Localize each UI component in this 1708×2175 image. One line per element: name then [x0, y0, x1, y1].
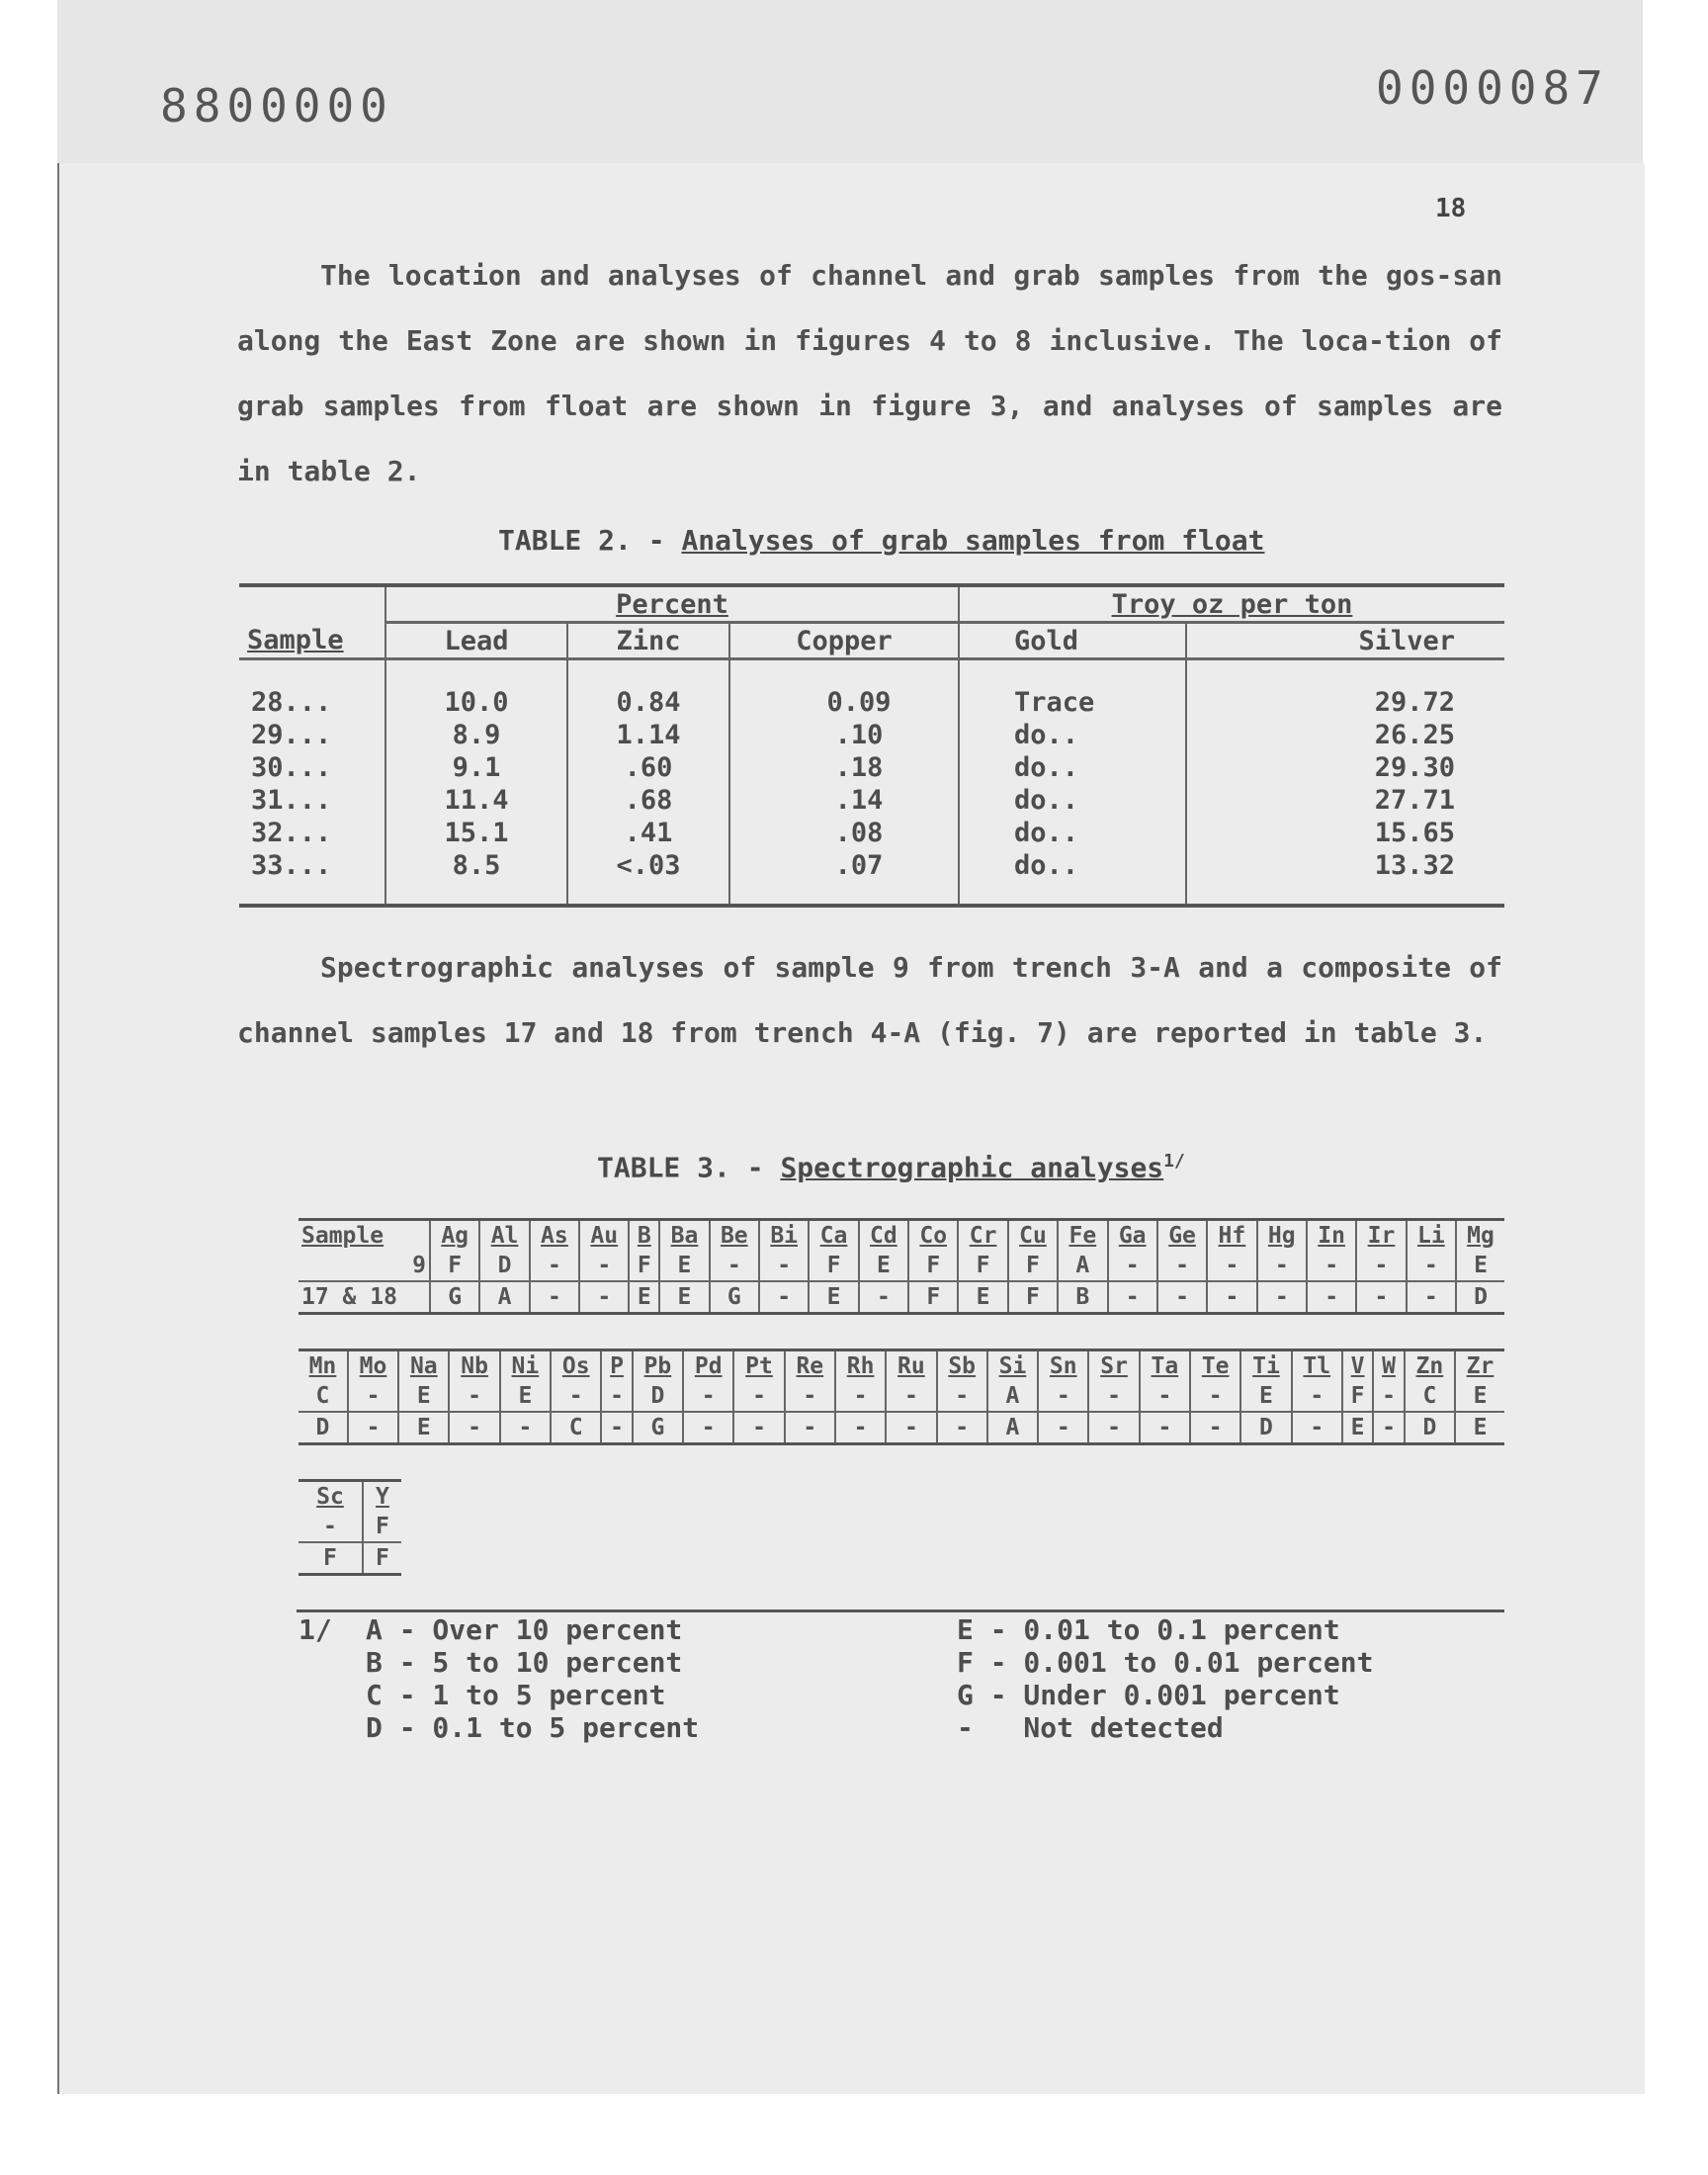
footnote-legend-item: B - 5 to 10 percent: [366, 1646, 683, 1679]
table3-cell: E: [958, 1281, 1007, 1314]
table2-cell: <.03: [567, 849, 729, 906]
table2-row: [239, 751, 1504, 784]
table3-cell: Ga: [1108, 1220, 1157, 1252]
table2-cell: .18: [729, 751, 959, 784]
table3-cell: Sb: [937, 1350, 987, 1382]
table2-cell: 26.25: [1186, 719, 1504, 751]
table3-cell: Ti: [1240, 1350, 1291, 1382]
table3-cell: Fe: [1058, 1220, 1107, 1252]
table3-cell: F: [1008, 1251, 1058, 1281]
table3-header: [299, 1350, 1504, 1382]
table2-cell: 9.1: [385, 751, 567, 784]
table3-cell: -: [683, 1381, 733, 1412]
table3-cell: D: [479, 1251, 529, 1281]
table3-cell: A: [987, 1412, 1038, 1444]
table2-cell: 28...: [251, 687, 332, 718]
page-number: 18: [1435, 194, 1467, 223]
table3-caption: [597, 1151, 1185, 1183]
table3-cell: -: [601, 1381, 632, 1412]
table3-cell: F: [809, 1251, 858, 1281]
table3-cell: -: [785, 1412, 835, 1444]
table2-row: [239, 719, 1504, 751]
table3-caption-prefix: TABLE 3. -: [597, 1151, 781, 1184]
table3-cell: E: [398, 1381, 449, 1412]
col-header-copper: Copper: [729, 623, 959, 659]
table3-cell: Hg: [1257, 1220, 1307, 1252]
table2-cell: do..: [959, 817, 1186, 849]
table3-cell: A: [1058, 1251, 1107, 1281]
table3-cell: F: [363, 1512, 401, 1542]
table3-cell: C: [551, 1412, 601, 1444]
table3-cell: G: [710, 1281, 759, 1314]
table2-cell: 27.71: [1186, 784, 1504, 817]
table3-cell: C: [1405, 1381, 1455, 1412]
table3-cell: -: [1108, 1251, 1157, 1281]
table3-cell: Sc: [316, 1484, 344, 1510]
table2-cell: 10.0: [385, 686, 567, 719]
table3-cell: F: [1342, 1381, 1373, 1412]
table3-header: [299, 1481, 401, 1513]
table3-cell: D: [1405, 1412, 1455, 1444]
footnote-rule: [297, 1610, 1504, 1612]
table2-cell: 29...: [251, 720, 332, 750]
document-number-left: 8800000: [160, 79, 393, 132]
table2-row: [239, 849, 1504, 906]
table3-cell: -: [1088, 1412, 1139, 1444]
table3-cell: -: [1207, 1251, 1256, 1281]
table3-cell: Al: [479, 1220, 529, 1252]
footnote-legend-item: G - Under 0.001 percent: [957, 1679, 1340, 1711]
table2-caption-prefix: TABLE 2. -: [498, 524, 682, 557]
table3-block1: [299, 1218, 1504, 1315]
table2-cell: 8.5: [385, 849, 567, 906]
table3-cell: As: [530, 1220, 579, 1252]
table3-cell: Re: [785, 1350, 835, 1382]
table3-cell: -: [759, 1281, 809, 1314]
table3-cell: -: [551, 1381, 601, 1412]
table3-cell: Ir: [1356, 1220, 1406, 1252]
table3-cell: E: [1342, 1412, 1373, 1444]
table3-cell: -: [733, 1412, 784, 1444]
table3-caption-note: 1/: [1163, 1151, 1185, 1172]
table3-cell: -: [710, 1251, 759, 1281]
table3-cell: E: [1456, 1251, 1504, 1281]
table3-cell: -: [449, 1412, 499, 1444]
footnote-legend-item: C - 1 to 5 percent: [366, 1679, 666, 1711]
table2-cell: .14: [729, 784, 959, 817]
table3-cell: -: [530, 1281, 579, 1314]
footnote-marker: 1/: [299, 1613, 332, 1646]
table3-cell: Ta: [1140, 1350, 1190, 1382]
table3-cell: -: [579, 1251, 629, 1281]
table2-cell: Trace: [959, 686, 1186, 719]
table2-cell: 15.65: [1186, 817, 1504, 849]
table3-cell: Y: [363, 1481, 401, 1513]
footnote-legend-item: D - 0.1 to 5 percent: [366, 1711, 700, 1744]
table3-cell: -: [601, 1412, 632, 1444]
table3-cell: -: [886, 1381, 936, 1412]
table3-cell: D: [1456, 1281, 1504, 1314]
table3-cell: -: [1292, 1381, 1342, 1412]
table3-cell: -: [886, 1412, 936, 1444]
table2-cell: do..: [959, 751, 1186, 784]
table3-cell: -: [348, 1381, 398, 1412]
table3-cell: Sn: [1038, 1350, 1088, 1382]
table3-cell: -: [1373, 1381, 1404, 1412]
table3-cell: Mn: [308, 1353, 337, 1379]
col-header-lead: Lead: [385, 623, 567, 659]
table3-cell: -: [1407, 1251, 1456, 1281]
table3-row2: [299, 1281, 1504, 1314]
table2-caption-title: Analyses of grab samples from float: [681, 524, 1265, 557]
table3-cell: -: [323, 1514, 337, 1539]
table3-cell: Sample: [301, 1223, 384, 1249]
table3-cell: Cr: [958, 1220, 1007, 1252]
table3-cell: F: [363, 1542, 401, 1575]
table3-cell: F: [958, 1251, 1007, 1281]
table3-cell: Cd: [859, 1220, 908, 1252]
table3-cell: 17 & 18: [299, 1281, 430, 1314]
table2-body: [239, 686, 1504, 906]
table3-cell: D: [299, 1412, 348, 1444]
table3-cell: Ca: [809, 1220, 858, 1252]
table3-cell: Os: [551, 1350, 601, 1382]
table2-cell: 13.32: [1186, 849, 1504, 906]
table3-cell: E: [1455, 1381, 1504, 1412]
table3-cell: E: [809, 1281, 858, 1314]
table3-cell: Li: [1407, 1220, 1456, 1252]
table2-cell: .07: [729, 849, 959, 906]
table3-cell: F: [430, 1251, 479, 1281]
table2-cell: 8.9: [385, 719, 567, 751]
table3-cell: Mo: [348, 1350, 398, 1382]
table3-cell: -: [1257, 1251, 1307, 1281]
table3-cell: -: [1356, 1251, 1406, 1281]
table3-cell: Zr: [1455, 1350, 1504, 1382]
table3-cell: -: [1207, 1281, 1256, 1314]
table3-cell: -: [683, 1412, 733, 1444]
table3-cell: Au: [579, 1220, 629, 1252]
table2-cell: 0.84: [567, 686, 729, 719]
table2-cell: 33...: [251, 850, 332, 881]
table2-cell: 1.14: [567, 719, 729, 751]
table3-cell: -: [1108, 1281, 1157, 1314]
table2-grab-samples: [239, 583, 1504, 908]
table2-cell: do..: [959, 784, 1186, 817]
table3-cell: Ni: [500, 1350, 551, 1382]
table2-cell: do..: [959, 849, 1186, 906]
table3-cell: Be: [710, 1220, 759, 1252]
table3-cell: -: [1038, 1412, 1088, 1444]
table3-cell: A: [479, 1281, 529, 1314]
table3-cell: F: [299, 1542, 363, 1575]
table3-cell: E: [500, 1381, 551, 1412]
table3-cell: E: [629, 1281, 659, 1314]
table3-cell: -: [937, 1412, 987, 1444]
table3-cell: -: [1407, 1281, 1456, 1314]
table2-cell: 29.30: [1186, 751, 1504, 784]
footnote-legend-item: - Not detected: [957, 1711, 1224, 1744]
table3-cell: Tl: [1292, 1350, 1342, 1382]
table3-row2: [299, 1412, 1504, 1444]
group-troy-oz: Troy oz per ton: [959, 585, 1504, 623]
table3-cell: P: [601, 1350, 632, 1382]
table3-cell: Sr: [1088, 1350, 1139, 1382]
table3-header: [299, 1220, 1504, 1252]
table2-cell: .10: [729, 719, 959, 751]
table3-row2: [299, 1542, 401, 1575]
table3-cell: Na: [398, 1350, 449, 1382]
table3-cell: -: [785, 1381, 835, 1412]
table3-cell: -: [835, 1381, 886, 1412]
group-percent: Percent: [385, 585, 959, 623]
col-header-gold: Gold: [959, 623, 1186, 659]
table3-cell: G: [430, 1281, 479, 1314]
table3-cell: -: [348, 1412, 398, 1444]
table3-cell: B: [1058, 1281, 1107, 1314]
footnote-legend-item: F - 0.001 to 0.01 percent: [957, 1646, 1374, 1679]
table3-cell: -: [579, 1281, 629, 1314]
col-header-sample: Sample: [239, 623, 385, 659]
table3-cell: F: [908, 1251, 958, 1281]
table3-cell: E: [659, 1251, 709, 1281]
table3-cell: Pt: [733, 1350, 784, 1382]
table3-cell: Nb: [449, 1350, 499, 1382]
table3-cell: -: [759, 1251, 809, 1281]
table3-cell: -: [1307, 1281, 1356, 1314]
table3-cell: -: [500, 1412, 551, 1444]
table3-cell: Rh: [835, 1350, 886, 1382]
table2-cell: 15.1: [385, 817, 567, 849]
table2-cell: 30...: [251, 752, 332, 783]
table3-cell: -: [733, 1381, 784, 1412]
table2-row: [239, 686, 1504, 719]
table3-caption-title: Spectrographic analyses: [780, 1151, 1164, 1184]
table2-cell: 31...: [251, 785, 332, 816]
intro-paragraph: The location and analyses of channel and grab samples from the gos-san along the East Zone are shown in figures 4 to 8 inclusive. The loca-tion of grab samples from float are shown in figure 3, and analyses of samples are in table 2.: [237, 259, 1502, 487]
table3-row1: [299, 1512, 401, 1542]
table3-cell: In: [1307, 1220, 1356, 1252]
table3-cell: F: [908, 1281, 958, 1314]
table3-cell: Si: [987, 1350, 1038, 1382]
table3-cell: G: [633, 1412, 683, 1444]
table3-cell: E: [1455, 1412, 1504, 1444]
table3-block3: [299, 1479, 401, 1576]
table3-cell: E: [859, 1251, 908, 1281]
table3-cell: -: [835, 1412, 886, 1444]
table3-row1: [299, 1381, 1504, 1412]
table3-cell: E: [659, 1281, 709, 1314]
document-number-right: 0000087: [1376, 61, 1609, 115]
table2-caption: [498, 524, 1264, 557]
middle-paragraph: Spectrographic analyses of sample 9 from trench 3-A and a composite of channel samples 17 and 18 from trench 4-A (fig. 7) are reported in table 3.: [237, 951, 1502, 1049]
table3-cell: -: [1140, 1381, 1190, 1412]
table3-cell: -: [937, 1381, 987, 1412]
table3-cell: D: [633, 1381, 683, 1412]
table3-cell: Zn: [1405, 1350, 1455, 1382]
table3-cell: -: [1088, 1381, 1139, 1412]
table3-cell: V: [1342, 1350, 1373, 1382]
table3-cell: -: [1292, 1412, 1342, 1444]
table3-cell: -: [1140, 1412, 1190, 1444]
table3-cell: -: [530, 1251, 579, 1281]
footnote-legend-item: A - Over 10 percent: [366, 1613, 683, 1646]
table2-cell: .60: [567, 751, 729, 784]
table2-cell: 32...: [251, 818, 332, 848]
table2-cell: do..: [959, 719, 1186, 751]
table3-cell: F: [629, 1251, 659, 1281]
table3-cell: -: [449, 1381, 499, 1412]
table3-cell: -: [1257, 1281, 1307, 1314]
table2-row: [239, 784, 1504, 817]
table3-cell: Mg: [1456, 1220, 1504, 1252]
col-header-zinc: Zinc: [567, 623, 729, 659]
table3-cell: W: [1373, 1350, 1404, 1382]
table2-cell: .41: [567, 817, 729, 849]
table3-cell: -: [1157, 1251, 1207, 1281]
col-header-silver: Silver: [1186, 623, 1504, 659]
table3-cell: -: [1356, 1281, 1406, 1314]
table2-cell: 0.09: [729, 686, 959, 719]
table3-cell: E: [1240, 1381, 1291, 1412]
table3-cell: B: [629, 1220, 659, 1252]
table3-cell: -: [859, 1281, 908, 1314]
table3-cell: Ru: [886, 1350, 936, 1382]
table2-cell: 11.4: [385, 784, 567, 817]
table3-cell: A: [987, 1381, 1038, 1412]
table2-cell: 29.72: [1186, 686, 1504, 719]
table3-cell: Pd: [683, 1350, 733, 1382]
table3-cell: Pb: [633, 1350, 683, 1382]
table3-cell: F: [1008, 1281, 1058, 1314]
table3-cell: -: [1038, 1381, 1088, 1412]
table3-cell: Hf: [1207, 1220, 1256, 1252]
table2-row: [239, 817, 1504, 849]
footnote-legend-item: E - 0.01 to 0.1 percent: [957, 1613, 1340, 1646]
table3-cell: Ag: [430, 1220, 479, 1252]
table3-cell: -: [1190, 1381, 1240, 1412]
table3-block2: [299, 1348, 1504, 1445]
table3-cell: 9: [412, 1253, 426, 1278]
table3-cell: Te: [1190, 1350, 1240, 1382]
table2-cell: .68: [567, 784, 729, 817]
table3-cell: -: [1307, 1251, 1356, 1281]
table3-cell: -: [1373, 1412, 1404, 1444]
table3-cell: E: [398, 1412, 449, 1444]
table3-cell: D: [1240, 1412, 1291, 1444]
table2-cell: .08: [729, 817, 959, 849]
table3-cell: Co: [908, 1220, 958, 1252]
table3-cell: Ge: [1157, 1220, 1207, 1252]
table3-row1: [299, 1251, 1504, 1281]
table3-cell: -: [1190, 1412, 1240, 1444]
table3-cell: Ba: [659, 1220, 709, 1252]
table3-cell: Cu: [1008, 1220, 1058, 1252]
table3-cell: -: [1157, 1281, 1207, 1314]
table3-cell: Bi: [759, 1220, 809, 1252]
table3-cell: C: [315, 1383, 330, 1409]
